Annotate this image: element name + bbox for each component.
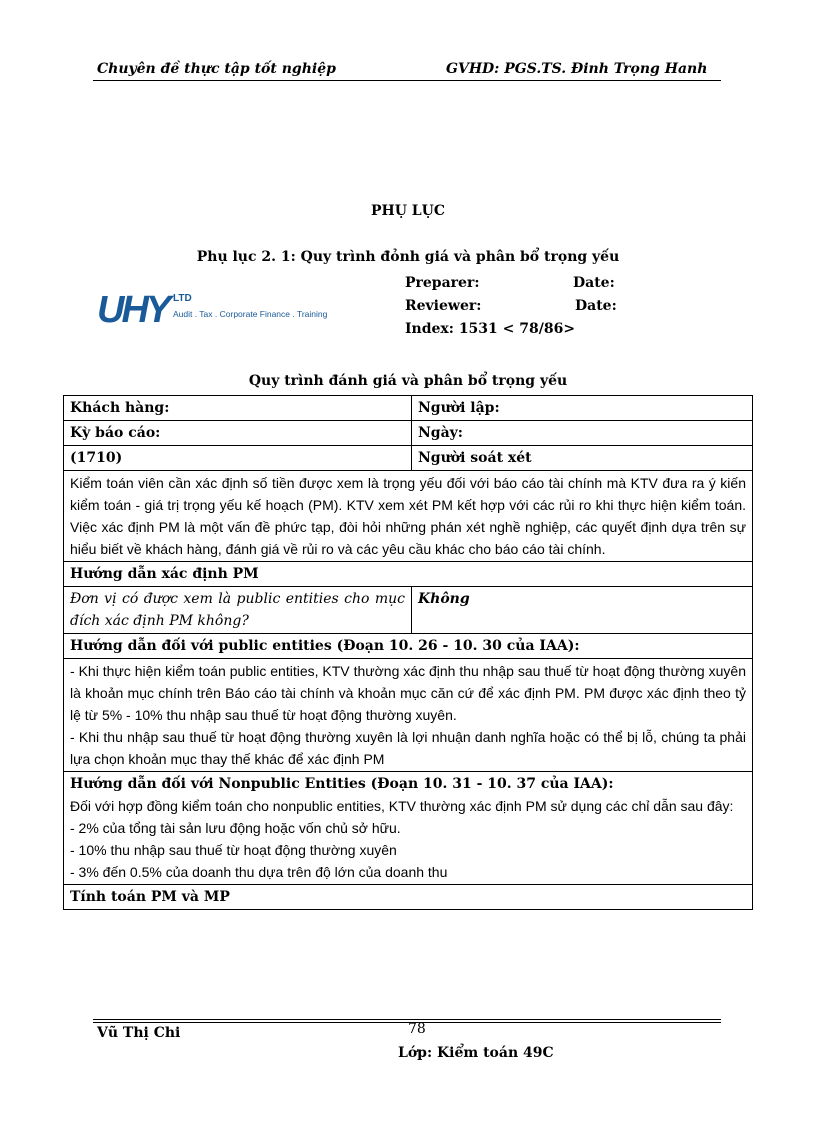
- preparer-cell: Người lập:: [412, 396, 753, 421]
- footer-class: Lớp: Kiểm toán 49C: [398, 1045, 554, 1061]
- public-entity-question: Đơn vị có được xem là public entities cho mục đích xác định PM không?: [64, 587, 412, 634]
- table-row: [64, 634, 753, 659]
- list-item: - 10% thu nhập sau thuế từ hoạt động thường xuyên: [70, 842, 397, 858]
- footer-rule: [93, 1019, 721, 1020]
- table-row: [64, 772, 753, 885]
- table-title: Quy trình đánh giá và phân bổ trọng yếu: [248, 373, 568, 389]
- nonpublic-intro: Đối với hợp đồng kiểm toán cho nonpublic entities, KTV thường xác định PM sử dụng các chỉ dẫn sau đây:: [70, 798, 734, 814]
- footer-rule-double: [93, 1022, 721, 1023]
- intro-text: Kiểm toán viên cần xác định số tiền được xem là trọng yếu đối với báo cáo tài chính mà KTV đưa ra ý kiến kiểm toán - giá trị trọng yếu kế hoạch (PM). KTV xem xét PM kết hợp với các rủi ro khi thực hiện kiểm toán. Việc xác định PM là một vấn đề phức tạp, đòi hỏi những phán xét nghề nghiệp, các quyết định dựa trên sự hiểu biết về khách hàng, đánh giá về rủi ro và các yêu cầu khác cho báo cáo tài chính.: [64, 471, 753, 562]
- nonpublic-heading: Hướng dẫn đối với Nonpublic Entities (Đoạn 10. 31 - 10. 37 của IAA):: [70, 776, 614, 792]
- period-label: Kỳ báo cáo:: [64, 421, 412, 446]
- footer-author: Vũ Thị Chi: [97, 1025, 181, 1041]
- reviewer-cell: Người soát xét: [412, 446, 753, 471]
- public-heading: Hướng dẫn đối với public entities (Đoạn 10. 26 - 10. 30 của IAA):: [64, 634, 753, 659]
- table-row: [64, 562, 753, 587]
- header-rule: [93, 80, 721, 81]
- public-paragraph-2: - Khi thu nhập sau thuế từ hoạt động thường xuyên là lợi nhuận danh nghĩa hoặc có thể bị lỗ, chúng ta phải lựa chọn khoản mục thay thế khác để xác định PM: [70, 729, 746, 767]
- date-cell: Ngày:: [412, 421, 753, 446]
- list-item: - 3% đến 0.5% của doanh thu dựa trên độ lớn của doanh thu: [70, 864, 448, 880]
- public-guidance: [64, 659, 753, 772]
- calc-heading: Tính toán PM và MP: [64, 885, 753, 910]
- list-item: - 2% của tổng tài sản lưu động hoặc vốn chủ sở hữu.: [70, 820, 401, 836]
- public-paragraph-1: - Khi thực hiện kiểm toán public entities, KTV thường xác định thu nhập sau thuế từ hoạt động thường xuyên là khoản mục chính trên Báo cáo tài chính và khoản mục căn cứ để xác định PM. PM được xác định theo tỷ lệ từ 5% - 10% thu nhập sau thuế từ hoạt động thường xuyên.: [70, 663, 746, 723]
- appendix-subtitle: Phụ lục 2. 1: Quy trình đỏnh giá và phân bổ trọng yếu: [196, 249, 620, 265]
- pm-guide-heading: Hướng dẫn xác định PM: [64, 562, 753, 587]
- header-right: GVHD: PGS.TS. Đinh Trọng Hanh: [446, 61, 708, 77]
- logo-wordmark: UHY: [97, 289, 169, 331]
- preparer-label: Preparer:: [405, 275, 480, 291]
- reviewer-label: Reviewer:: [405, 298, 482, 314]
- client-label: Khách hàng:: [64, 396, 412, 421]
- date-label-1: Date:: [573, 275, 615, 291]
- code-cell: (1710): [64, 446, 412, 471]
- public-entity-answer: Không: [412, 587, 753, 634]
- table-row: [64, 587, 753, 634]
- date-label-2: Date:: [575, 298, 617, 314]
- uhy-logo: [97, 291, 337, 333]
- table-row: [64, 885, 753, 910]
- logo-ltd: LTD: [173, 293, 192, 304]
- table-row: [64, 421, 753, 446]
- table-row: [64, 471, 753, 562]
- page-number: 78: [408, 1021, 426, 1037]
- index-label: Index: 1531 < 78/86>: [405, 321, 576, 337]
- materiality-table: [63, 395, 753, 910]
- header-left: Chuyên đề thực tập tốt nghiệp: [97, 61, 336, 77]
- table-row: [64, 446, 753, 471]
- nonpublic-guidance: [64, 772, 753, 885]
- table-row: [64, 659, 753, 772]
- table-row: [64, 396, 753, 421]
- page-title: PHỤ LỤC: [370, 203, 446, 219]
- logo-tagline: Audit . Tax . Corporate Finance . Training: [173, 309, 328, 319]
